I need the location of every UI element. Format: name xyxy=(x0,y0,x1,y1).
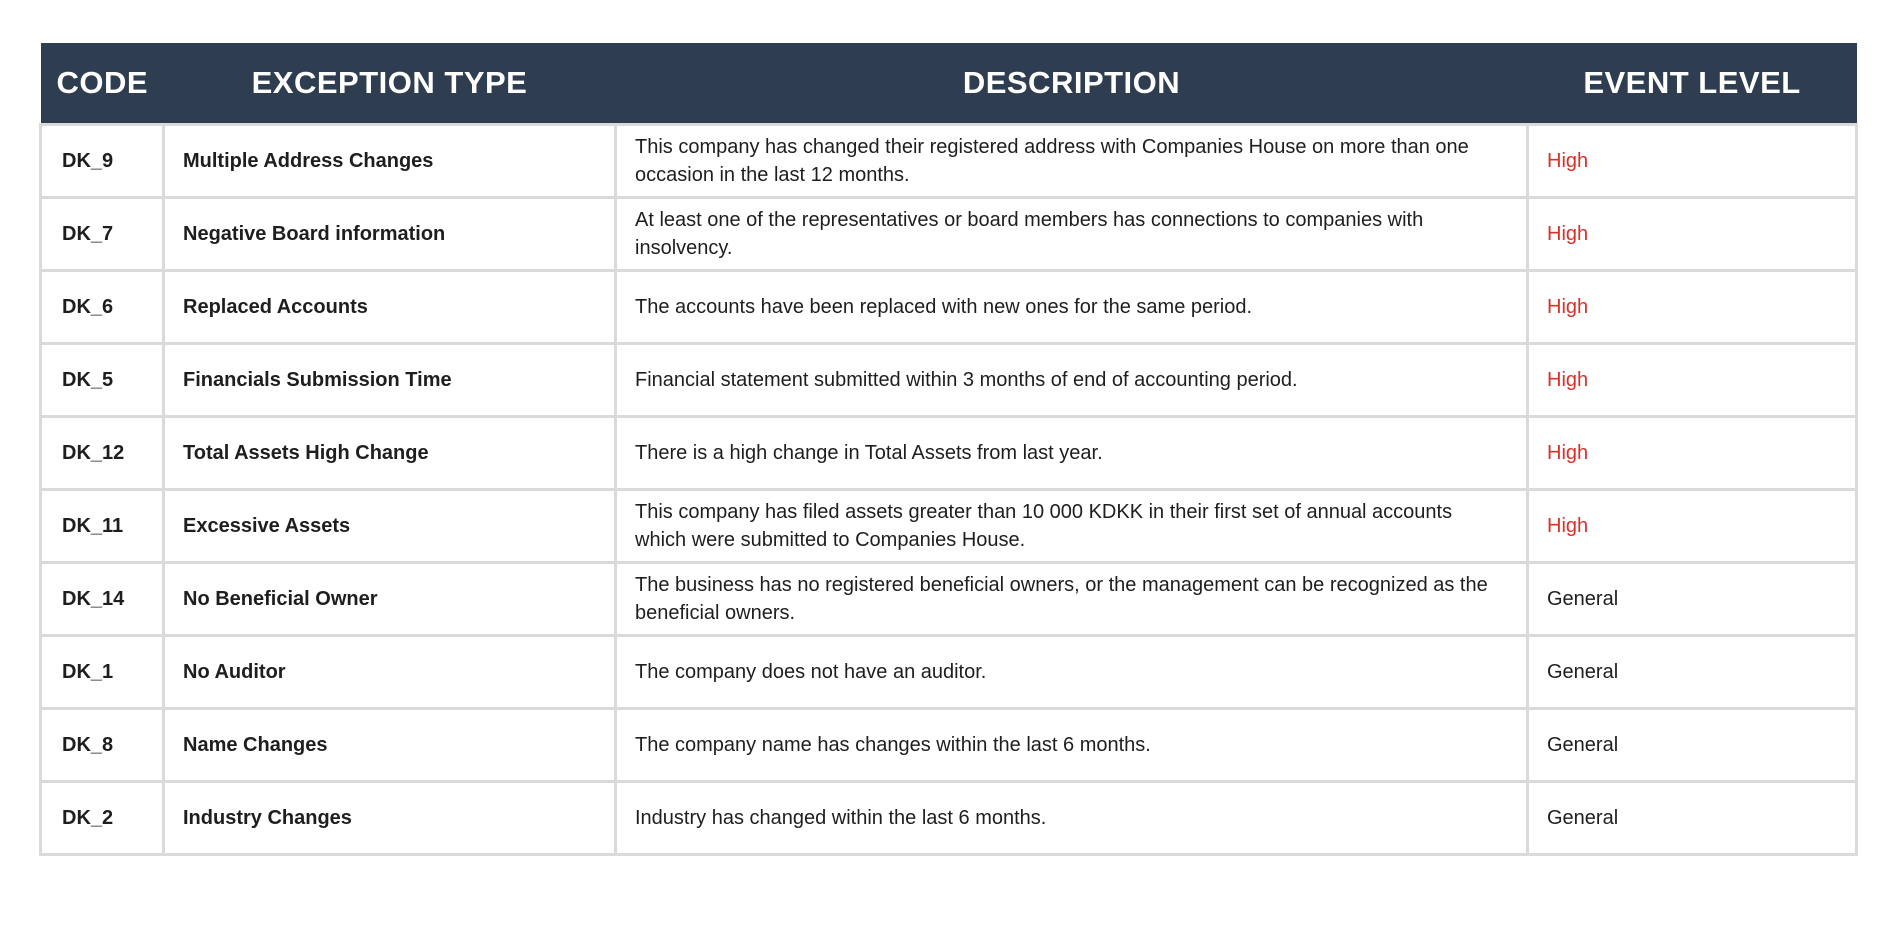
cell-event-level: General xyxy=(1528,709,1857,782)
cell-description: The business has no registered beneficial owners, or the management can be recognized as the beneficial owners. xyxy=(616,563,1528,636)
cell-exception-type: Industry Changes xyxy=(164,782,616,855)
cell-code: DK_2 xyxy=(41,782,164,855)
cell-exception-type: Financials Submission Time xyxy=(164,344,616,417)
table-row xyxy=(41,198,1857,271)
table-row xyxy=(41,490,1857,563)
cell-event-level: High xyxy=(1528,271,1857,344)
table-row xyxy=(41,271,1857,344)
cell-code: DK_8 xyxy=(41,709,164,782)
cell-description: At least one of the representatives or board members has connections to companies with insolvency. xyxy=(616,198,1528,271)
cell-exception-type: No Auditor xyxy=(164,636,616,709)
header-event-level: EVENT LEVEL xyxy=(1528,43,1857,125)
table-row xyxy=(41,344,1857,417)
cell-code: DK_9 xyxy=(41,125,164,198)
cell-code: DK_14 xyxy=(41,563,164,636)
cell-exception-type: Replaced Accounts xyxy=(164,271,616,344)
cell-event-level: High xyxy=(1528,490,1857,563)
cell-code: DK_7 xyxy=(41,198,164,271)
exception-table-container xyxy=(39,43,1855,856)
cell-event-level: General xyxy=(1528,782,1857,855)
exception-table xyxy=(39,43,1858,856)
cell-event-level: General xyxy=(1528,636,1857,709)
cell-code: DK_5 xyxy=(41,344,164,417)
cell-description: This company has filed assets greater than 10 000 KDKK in their first set of annual accounts which were submitted to Companies House. xyxy=(616,490,1528,563)
cell-description: The company name has changes within the last 6 months. xyxy=(616,709,1528,782)
table-row xyxy=(41,417,1857,490)
cell-exception-type: Excessive Assets xyxy=(164,490,616,563)
table-row xyxy=(41,782,1857,855)
cell-description: This company has changed their registered address with Companies House on more than one occasion in the last 12 months. xyxy=(616,125,1528,198)
header-description: DESCRIPTION xyxy=(616,43,1528,125)
cell-code: DK_11 xyxy=(41,490,164,563)
cell-description: The company does not have an auditor. xyxy=(616,636,1528,709)
table-row xyxy=(41,709,1857,782)
cell-code: DK_6 xyxy=(41,271,164,344)
cell-exception-type: Total Assets High Change xyxy=(164,417,616,490)
cell-event-level: High xyxy=(1528,417,1857,490)
cell-code: DK_1 xyxy=(41,636,164,709)
cell-exception-type: No Beneficial Owner xyxy=(164,563,616,636)
cell-event-level: General xyxy=(1528,563,1857,636)
cell-event-level: High xyxy=(1528,125,1857,198)
header-row xyxy=(41,43,1857,125)
cell-exception-type: Multiple Address Changes xyxy=(164,125,616,198)
header-exception-type: EXCEPTION TYPE xyxy=(164,43,616,125)
cell-event-level: High xyxy=(1528,198,1857,271)
cell-description: Financial statement submitted within 3 months of end of accounting period. xyxy=(616,344,1528,417)
cell-exception-type: Negative Board information xyxy=(164,198,616,271)
table-body xyxy=(41,125,1857,855)
cell-description: The accounts have been replaced with new ones for the same period. xyxy=(616,271,1528,344)
table-row xyxy=(41,636,1857,709)
table-row xyxy=(41,125,1857,198)
header-code: CODE xyxy=(41,43,164,125)
cell-description: Industry has changed within the last 6 months. xyxy=(616,782,1528,855)
table-header xyxy=(41,43,1857,125)
cell-code: DK_12 xyxy=(41,417,164,490)
cell-exception-type: Name Changes xyxy=(164,709,616,782)
cell-description: There is a high change in Total Assets from last year. xyxy=(616,417,1528,490)
cell-event-level: High xyxy=(1528,344,1857,417)
table-row xyxy=(41,563,1857,636)
